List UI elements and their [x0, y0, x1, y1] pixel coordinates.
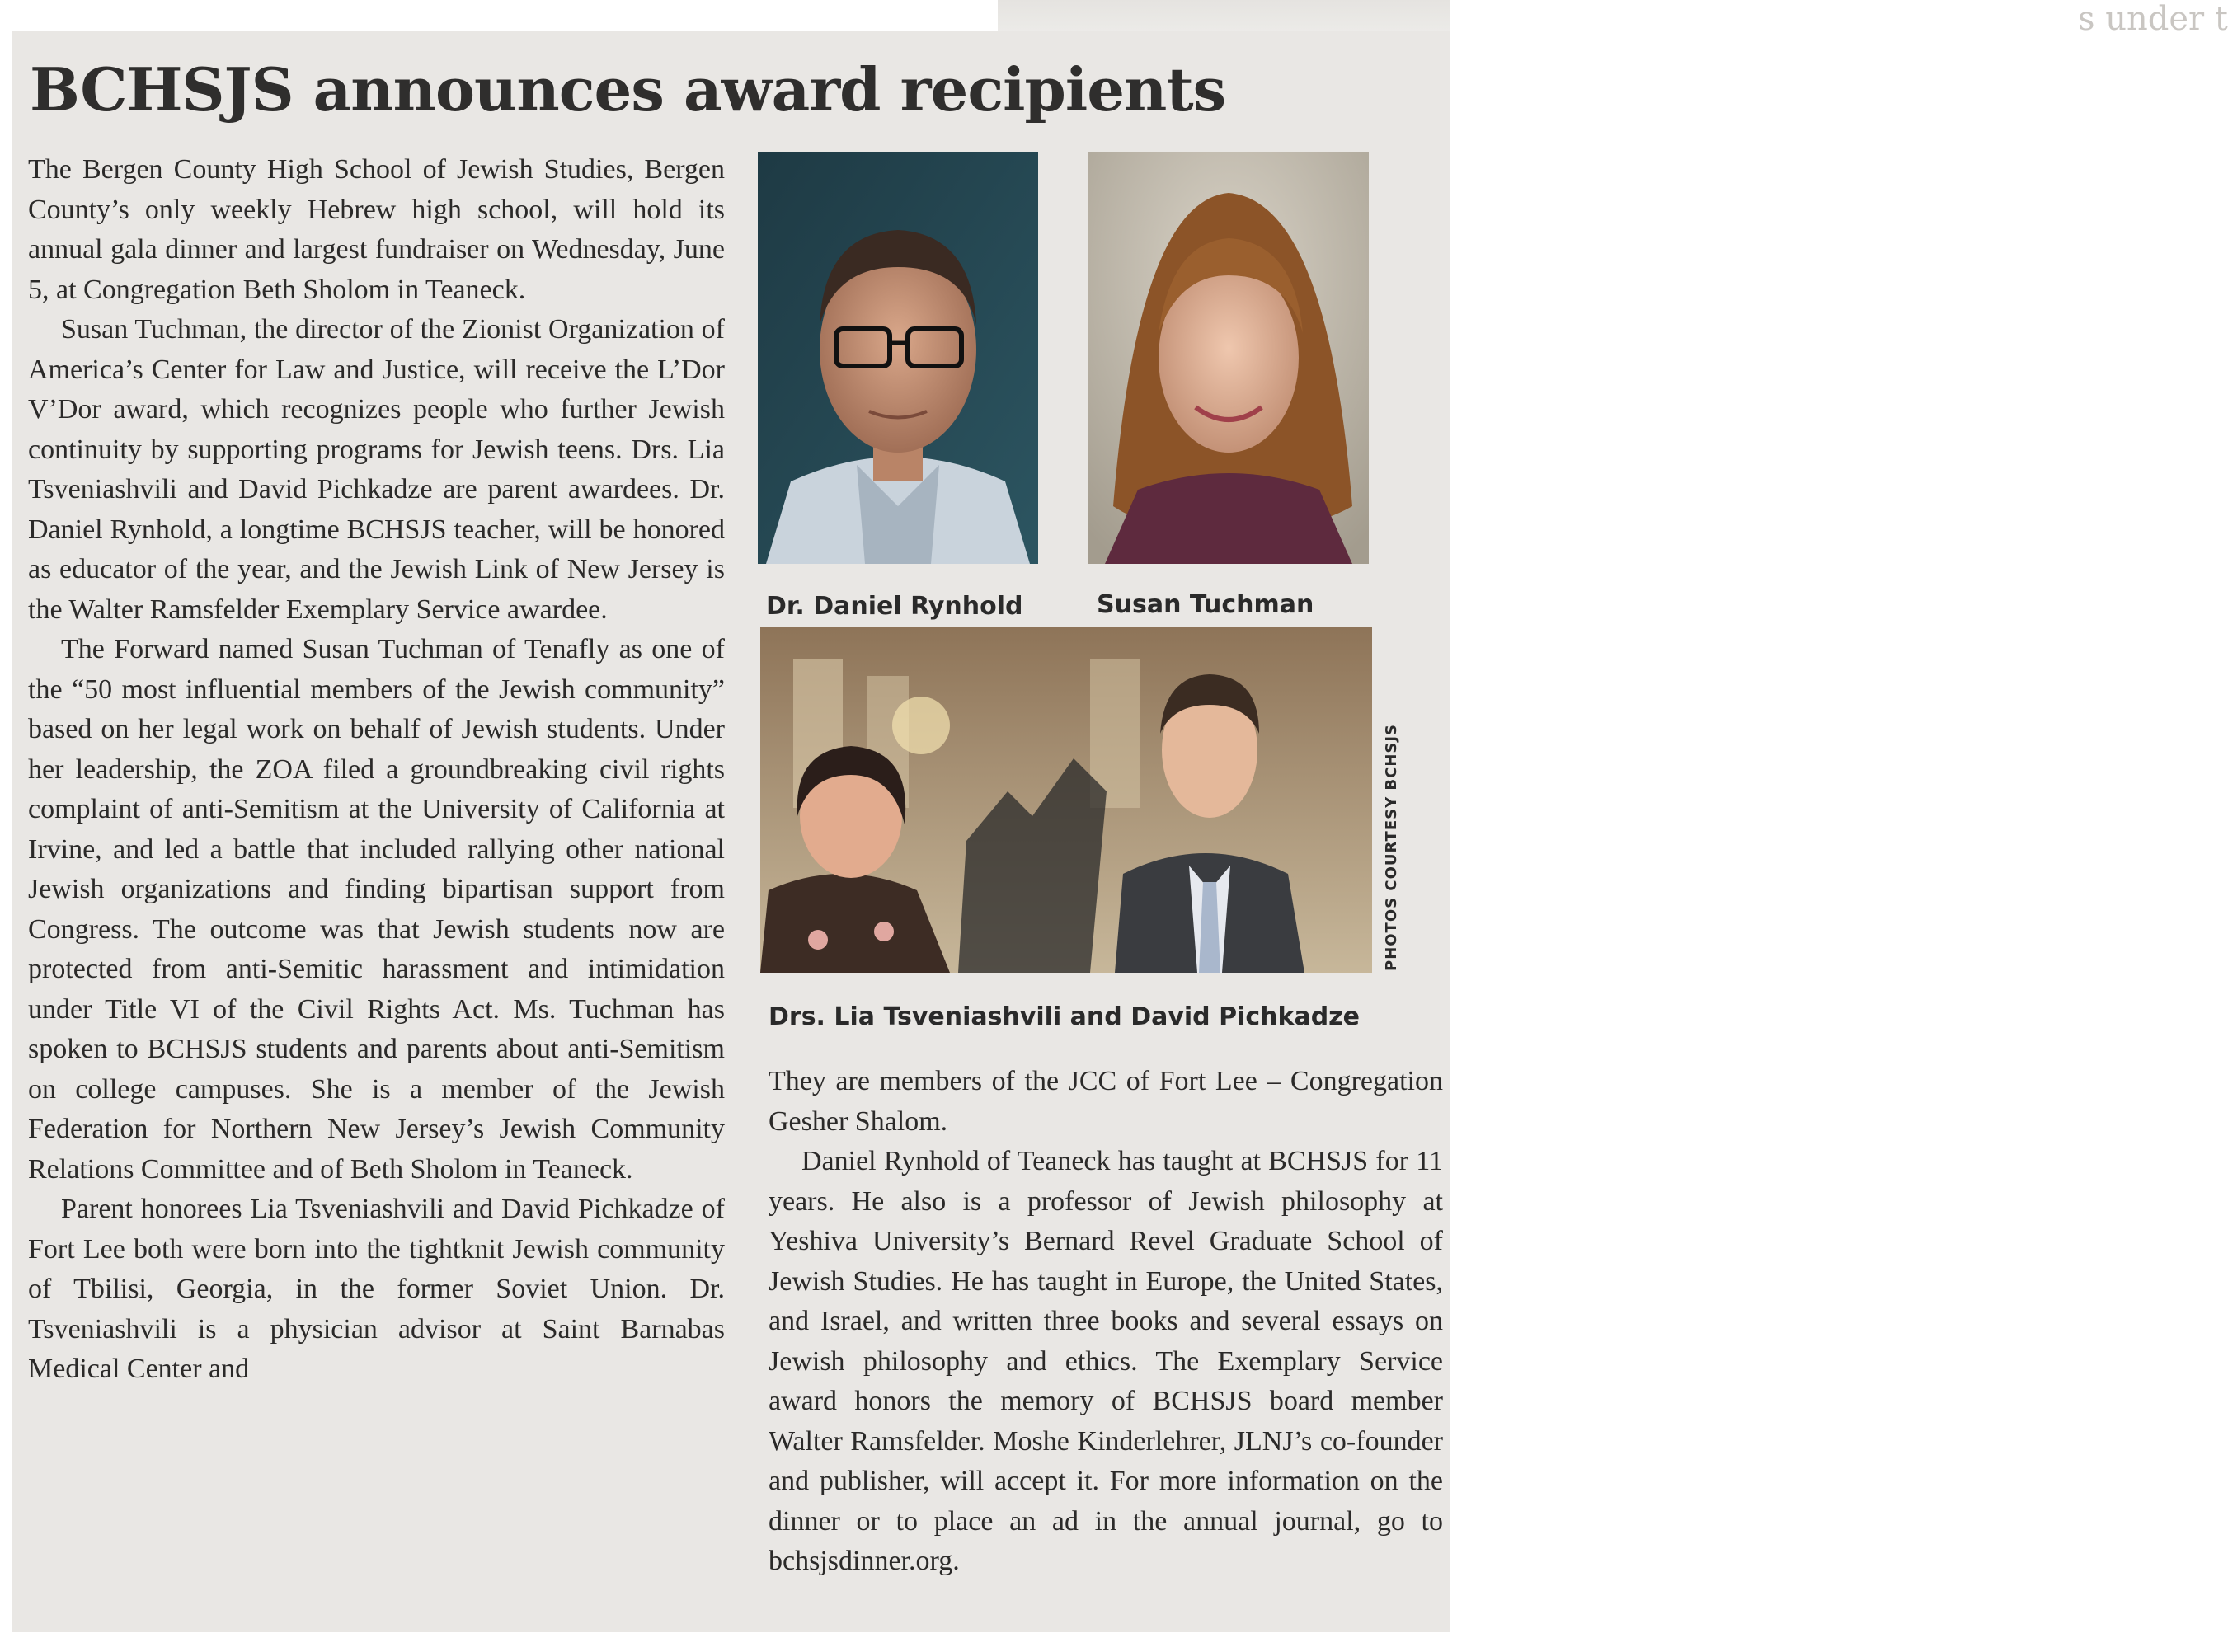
photo-tsveniashvili-pichkadze [760, 627, 1372, 973]
adjacent-page-edge [998, 0, 2228, 38]
paragraph: Susan Tuchman, the director of the Zionist Organization of America’s Center for Law and Justice, will receive the L’Dor V’Dor award, which recognizes people who further Jewish continuity by supporting programs for Jewish teens. Drs. Lia Tsveniashvili and David Pichkadze are parent awardees. Dr. Daniel Rynhold, a longtime BCHSJS teacher, will be honored as educator of the year, and the Jewish Link of New Jersey is the Walter Ramsfelder Exemplary Service awardee. [28, 314, 725, 625]
headline: BCHSJS announces award recipients [30, 54, 1226, 124]
paragraph: Parent honorees Lia Tsveniashvili and David Pichkadze of Fort Lee both were born into the tightknit Jewish community of Tbilisi, Georgia, in the former Soviet Union. Dr. Tsveniashvili is a physician advisor at Saint Barnabas Medical Center and [28, 1194, 725, 1384]
paragraph: Daniel Rynhold of Teaneck has taught at BCHSJS for 11 years. He also is a professor of Jewish philosophy at Yeshiva University’s Bernard Revel Graduate School of Jewish Studies. He has taught in Europe, the United States, and Israel, and written three books and several essays on Jewish philosophy and ethics. The Exemplary Service award honors the memory of BCHSJS board member Walter Ramsfelder. Moshe Kinderlehrer, JLNJ’s co-founder and publisher, will accept it. For more information on the dinner or to place an ad in the annual journal, go to bchsjsdinner.org. [769, 1146, 1443, 1576]
photo-daniel-rynhold [758, 152, 1038, 564]
photo-credit: PHOTOS COURTESY BCHSJS [1383, 723, 1400, 971]
article-right-column [769, 1062, 1443, 1582]
paragraph: The Bergen County High School of Jewish Studies, Bergen County’s only weekly Hebrew high school, will hold its annual gala dinner and largest fundraiser on Wednesday, June 5, at Congregation Beth Sholom in Teaneck. [28, 154, 725, 305]
adjacent-article-text: s under t [2078, 0, 2228, 38]
paragraph: They are members of the JCC of Fort Lee – Congregation Gesher Shalom. [769, 1066, 1443, 1137]
paragraph: The Forward named Susan Tuchman of Tenafly as one of the “50 most influential members of the Jewish community” based on her legal work on behalf of Jewish students. Under her leadership, the ZOA filed a groundbreaking civil rights complaint of anti-Semitism at the University of California at Irvine, and led a battle that included rallying other national Jewish organizations and finding bipartisan support from Congress. The outcome was that Jewish students now are protected from anti-Semitic harassment and intimidation under Title VI of the Civil Rights Act. Ms. Tuchman has spoken to BCHSJS students and parents about anti-Semitism on college campuses. She is a member of the Jewish Federation for Northern New Jersey’s Jewish Community Relations Committee and of Beth Sholom in Teaneck. [28, 634, 725, 1185]
newspaper-clipping [12, 31, 1450, 1632]
caption-daniel: Dr. Daniel Rynhold [766, 592, 1023, 621]
caption-susan: Susan Tuchman [1097, 590, 1314, 619]
caption-couple: Drs. Lia Tsveniashvili and David Pichkadze [769, 1002, 1360, 1031]
photo-susan-tuchman [1088, 152, 1369, 564]
article-left-column [28, 150, 725, 1390]
